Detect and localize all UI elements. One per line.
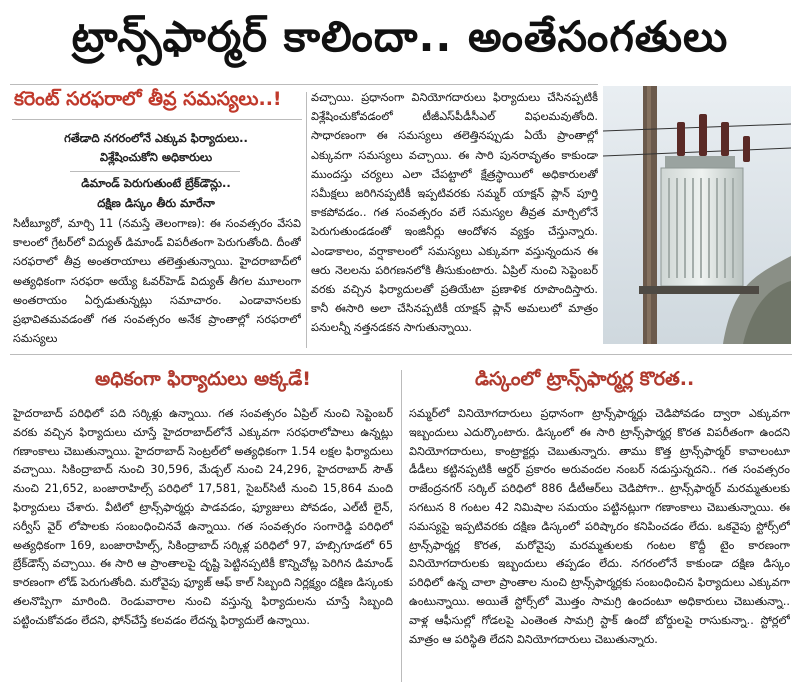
section3-subhead: డిస్కంలో ట్రాన్స్‌ఫార్మర్ల కొరత.. — [475, 368, 695, 390]
deck-line-1: గతేడాది నగరంలోనే ఎక్కువ ఫిర్యాదులు.. — [64, 131, 248, 145]
section2-subhead: అధికంగా ఫిర్యాదులు అక్కడే! — [95, 368, 311, 390]
section2-body: హైదరాబాద్ పరిధిలో పది సర్కిళ్లు ఉన్నాయి. గత సంవత్సరం ఏప్రిల్ నుంచి సెప్టెంబర్ వరకు వచ్చిన ఫిర్యాదులు చూస్తే హైదరాబాద్‌లోనే ఎక్కువగా సరఫరాలోపాలు ఉన్నట్లు గణాంకాలు చెబుతున్నాయి. హైదరాబాద్ సెంట్రల్‌లో అత్యధికంగా 1.54 లక్షల ఫిర్యాదులు వచ్చాయి. సికింద్రాబాద్ నుంచి 30,596, మేడ్చల్ నుంచి 24,296, హైదరాబాద్ సౌత్ నుంచి 21,652, బంజారాహిల్స్ పరిధిలో 17,581, సైబర్‌సిటీ నుంచి 15,864 మంది ఫిర్యాదులు చేశారు. వీటిలో ట్రాన్స్‌ఫార్మర్లు పాడవడం, ఫ్యూజులు పోవడం, ఎల్‌టీ లైన్, సర్వీస్ వైర్ లోపాలకు సంబంధించినవే ఉన్నాయి. గత సంవత్సరం సంగారెడ్డి పరిధిలో అత్యధికంగా 169, బంజారాహిల్స్, సికింద్రాబాద్ సర్కిళ్ల పరిధిలో 97, హబ్సిగూడలో 65 బ్రేక్‌డౌన్స్ వచ్చాయి. ఈ సారి ఆ ప్రాంతాలపై దృష్టి పెట్టినప్పటికీ కొన్నిచోట్ల పెరిగిన డిమాండ్ కారణంగా లోడ్ పెరుగుతోంది. మరోవైపు ఫ్యూజ్ ఆఫ్ కాల్ సిబ్బంది నిర్లక్ష్యం దక్షిణ డిస్కంకు తలనొప్పిగా మారింది. రెండువారాల నుంచి వస్తున్న ఫిర్యాదులను చూస్తే సిబ్బంది పట్టించుకోవడం లేదని, ఫోన్‌చేస్తే కలవడం లేదన్న ఫిర్యాదులే ఉన్నాయి. — [13, 407, 393, 627]
deck-line-3: డిమాండ్ పెరుగుతుంటే బ్రేక్‌డౌన్లు.. — [81, 176, 231, 190]
divider-top — [10, 84, 598, 85]
divider-deck — [70, 171, 240, 172]
section1-body-left: సిటీబ్యూరో, మార్చి 11 (నమస్తే తెలంగాణ): ఈ సంవత్సరం వేసవి కాలంలో గ్రేటర్‌లో విద్యుత్ డిమాండ్ విపరీతంగా పెరుగుతోంది. దీంతో సరఫరాలో తీవ్ర అంతరాయాలు తలెత్తుతున్నాయి. హైదరాబాద్‌లో అత్యధికంగా సరఫరా అయ్యే ఓవర్‌హెడ్ విద్యుత్ తీగల మూలంగా అంతరాయం ఏర్పడుతున్నట్లు సమాచారం. ఎండావానలకు ప్రభావితమవడంతో గత సంవత్సరం అనేక ప్రాంతాల్లో సరఫరాలో సమస్యలు — [13, 217, 301, 346]
deck-line-2: విశ్లేషించుకోని అధికారులు — [99, 150, 213, 164]
section1-subhead: కరెంట్ సరఫరాలో తీవ్ర సమస్యలు..! — [14, 88, 282, 110]
deck-line-4: దక్షిణ డిస్కం తీరు మారేనా — [97, 196, 215, 210]
section1-body-middle: వచ్చాయి. ప్రధానంగా వినియోగదారులు ఫిర్యాదులు చేసినప్పటికీ విశ్లేషించుకోవడంలో టీజీఎస్‌పీడీసీఎల్ విఫలమవుతోంది. సాధారణంగా ఈ సమస్యలు తలెత్తినప్పుడు ఏయే ప్రాంతాల్లో ఎక్కువగా సమస్యలు వచ్చాయి. ఈ సారి పునరావృతం కాకుండా ముందస్తు చర్యలు ఎలా చేపట్టాలో క్షేత్రస్థాయిలో అధికారులతో సమీక్షలు జరిగినప్పటికీ ఇప్పటివరకు సమ్మర్ యాక్షన్ ప్లాన్ పూర్తి కాకపోవడం.. గత సంవత్సరం వలే సమస్యల తీవ్రత మార్చిలోనే పెరుగుతుండడంతో ఇంజినీర్లు ఆందోళన వ్యక్తం చేస్తున్నారు. ఎండాకాలం, వర్షాకాలంలో సమస్యలు ఎక్కువగా వస్తున్నందున ఈ ఆరు నెలలను పరిగణనలోకి తీసుకుంటారు. ఏప్రిల్ నుంచి సెప్టెంబర్ వరకు వచ్చిన ఫిర్యాదులతో ప్రతియేటా ప్రణాళిక రూపొందిస్తారు. కానీ ఈసారి అలా చేసినప్పటికీ యాక్షన్ ప్లాన్ అమలులో మాత్రం పనులన్నీ నత్తనడకన సాగుతున్నాయి. — [311, 91, 598, 335]
transformer-photo — [603, 86, 791, 344]
page-headline: ట్రాన్స్‌ఫార్మర్ కాలిందా.. అంతేసంగతులు — [71, 12, 729, 61]
column-rule-2 — [401, 370, 402, 682]
divider-subhead — [12, 119, 302, 120]
divider-mid — [10, 354, 792, 355]
column-rule-1 — [306, 92, 307, 348]
section3-body: సమ్మర్‌లో వినియోగదారులు ప్రధానంగా ట్రాన్స్‌ఫార్మర్లు చెడిపోవడం ద్వారా ఎక్కువగా ఇబ్బందులు ఎదుర్కొంటారు. డిస్కంలో ఈ సారి ట్రాన్స్‌ఫార్మర్ల కొరత విపరీతంగా ఉందని వినియోగదారులు, కాంట్రాక్టర్లు చెబుతున్నారు. తాము కొత్త ట్రాన్స్‌ఫార్మర్ కావాలంటూ డీడీలు కట్టినప్పటికీ ఆర్డర్ ప్రకారం అరువందల నంబర్ నడుస్తున్నదని.. గత సంవత్సరం రాజేంద్రనగర్ సర్కిల్ పరిధిలో 886 డీటీఆర్‌లు చెడిపోగా.. ట్రాన్స్‌ఫార్మర్ మరమ్మతులకు సగటున 8 గంటల 42 నిమిషాల సమయం పట్టినట్లుగా గణాంకాలు చెబుతున్నాయి. ఈ సమస్యపై ఇప్పటివరకు దక్షిణ డిస్కంలో పరిష్కారం కనిపించడం లేదు. ఒకవైపు స్టోర్స్‌లో ట్రాన్స్‌ఫార్మర్ల కొరత, మరోవైపు మరమ్మతులకు గంటల కొద్దీ టైం కారణంగా వినియోగదారులకు ఇబ్బందులు తప్పడం లేదు. నగరంలోనే కాకుండా దక్షిణ డిస్కం పరిధిలో ఉన్న చాలా ప్రాంతాల నుంచి ట్రాన్స్‌ఫార్మర్లకు సంబంధించిన ఫిర్యాదులు ఎక్కువగా ఉంటున్నాయి. అయితే స్టోర్స్‌లో మొత్తం సామగ్రి ఉందంటూ అధికారులు చెబుతున్నా.. వాళ్ల ఆఫీసుల్లో గోడలపై ఎంతెంత సామగ్రి స్టాక్ ఉందో బోర్డులపై రాసుకున్నా.. స్టోర్లలో మాత్రం ఆ పరిస్థితి లేదని వినియోగదారులు చెబుతున్నారు. — [409, 407, 790, 646]
